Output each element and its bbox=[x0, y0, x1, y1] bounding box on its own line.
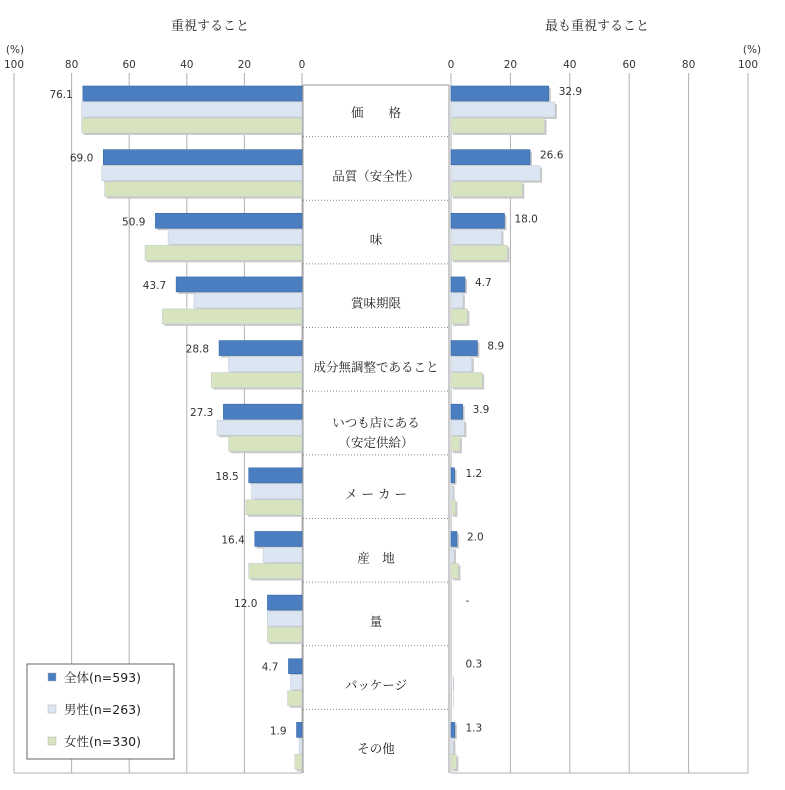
left-bar-female bbox=[105, 182, 302, 197]
left-bar-all bbox=[103, 150, 302, 165]
right-data-label: 18.0 bbox=[514, 213, 538, 226]
right-bar-male bbox=[451, 102, 555, 117]
legend-swatch bbox=[48, 737, 56, 745]
legend-label: 男性(n=263) bbox=[64, 702, 142, 717]
left-data-label: 43.7 bbox=[142, 279, 167, 292]
left-data-label: 28.8 bbox=[185, 343, 210, 356]
right-bar-female bbox=[451, 245, 507, 260]
category-label: 賞味期限 bbox=[350, 295, 402, 311]
category-label: 量 bbox=[369, 613, 383, 629]
left-bar-all bbox=[176, 277, 302, 292]
left-bar-female bbox=[211, 373, 302, 388]
left-unit-label: (%) bbox=[5, 44, 25, 56]
right-bar-all bbox=[451, 468, 455, 483]
category-label: 味 bbox=[369, 232, 383, 248]
axis-layer bbox=[4, 19, 761, 71]
left-data-label: 76.1 bbox=[49, 89, 73, 101]
left-bar-female bbox=[229, 436, 302, 451]
bar-shadow bbox=[453, 486, 454, 501]
left-bar-all bbox=[255, 531, 302, 546]
right-unit-label: (%) bbox=[742, 44, 762, 56]
right-data-label: 8.9 bbox=[487, 340, 505, 353]
left-bar-male bbox=[168, 229, 302, 244]
left-bar-male bbox=[217, 420, 302, 435]
right-bar-female bbox=[451, 691, 452, 706]
right-tick-label: 40 bbox=[563, 59, 577, 71]
left-bar-male bbox=[299, 738, 302, 753]
category-label: いつも店にある bbox=[332, 415, 420, 430]
category-label: メ ー カ ー bbox=[345, 486, 407, 502]
left-bar-male bbox=[290, 675, 302, 690]
right-bar-female bbox=[451, 500, 455, 515]
left-tick-label: 40 bbox=[180, 59, 194, 71]
left-bar-all bbox=[297, 722, 302, 737]
right-bar-male bbox=[451, 738, 453, 753]
legend-swatch bbox=[48, 705, 56, 713]
left-bar-female bbox=[295, 754, 302, 769]
left-bar-male bbox=[82, 102, 302, 117]
right-data-label: 1.3 bbox=[465, 722, 483, 735]
right-tick-label: 100 bbox=[737, 59, 759, 71]
right-tick-label: 60 bbox=[622, 59, 636, 71]
left-bar-female bbox=[82, 118, 302, 133]
right-bar-male bbox=[451, 357, 472, 372]
right-bar-female bbox=[451, 563, 458, 578]
right-data-label: 4.7 bbox=[474, 276, 492, 289]
right-data-label: 32.9 bbox=[558, 86, 583, 98]
right-data-label: 26.6 bbox=[540, 149, 564, 162]
right-bar-male bbox=[451, 166, 540, 181]
left-data-label: 4.7 bbox=[261, 661, 279, 674]
legend-swatch bbox=[48, 673, 56, 681]
category-label: パッケージ bbox=[344, 677, 408, 693]
left-tick-label: 20 bbox=[237, 59, 252, 71]
right-bar-all bbox=[451, 277, 465, 292]
right-tick-label: 80 bbox=[681, 59, 696, 71]
left-data-label: 1.9 bbox=[269, 725, 287, 738]
right-bar-all bbox=[451, 150, 530, 165]
right-data-label: 0.3 bbox=[465, 658, 483, 671]
left-chart-title: 重視すること bbox=[170, 19, 250, 34]
category-label: 価 格 bbox=[350, 104, 402, 120]
right-data-label: 1.2 bbox=[465, 467, 483, 480]
right-tick-label: 20 bbox=[503, 59, 518, 71]
right-bar-all bbox=[451, 341, 477, 356]
left-bar-female bbox=[246, 500, 302, 515]
category-panel bbox=[303, 85, 449, 773]
left-tick-label: 80 bbox=[64, 59, 79, 71]
right-bar-female bbox=[451, 182, 522, 197]
legend-label: 女性(n=330) bbox=[64, 734, 142, 749]
left-bar-male bbox=[263, 547, 302, 562]
right-tick-label: 0 bbox=[447, 59, 455, 71]
left-bar-all bbox=[83, 86, 302, 101]
left-bar-female bbox=[162, 309, 302, 324]
right-bar-all bbox=[451, 722, 455, 737]
left-bar-male bbox=[252, 484, 302, 499]
left-bar-female bbox=[267, 627, 302, 642]
right-chart-title: 最も重視すること bbox=[544, 19, 650, 34]
left-data-label: 16.4 bbox=[221, 534, 245, 547]
left-tick-label: 60 bbox=[122, 59, 136, 71]
right-data-label: 3.9 bbox=[472, 404, 490, 417]
left-data-label: 18.5 bbox=[215, 470, 239, 483]
right-data-label: 2.0 bbox=[466, 531, 484, 544]
category-label: 産 地 bbox=[357, 550, 395, 566]
right-bar-male bbox=[451, 293, 463, 308]
left-data-label: 27.3 bbox=[189, 407, 214, 420]
left-bar-male bbox=[102, 166, 302, 181]
right-bar-all bbox=[451, 86, 549, 101]
right-bar-all bbox=[451, 531, 457, 546]
right-bar-male bbox=[451, 484, 452, 499]
right-bar-male bbox=[451, 420, 464, 435]
left-bar-male bbox=[229, 357, 302, 372]
category-label: （安定供給） bbox=[338, 435, 414, 450]
right-bar-female bbox=[451, 309, 467, 324]
right-bar-female bbox=[451, 754, 456, 769]
left-bar-male bbox=[267, 611, 302, 626]
legend bbox=[27, 664, 174, 759]
right-bar-female bbox=[451, 373, 482, 388]
left-bar-female bbox=[249, 563, 302, 578]
left-bar-female bbox=[145, 245, 302, 260]
left-bar-male bbox=[194, 293, 302, 308]
right-bar-male bbox=[451, 229, 501, 244]
right-bar-female bbox=[451, 118, 545, 133]
left-bar-all bbox=[267, 595, 302, 610]
left-data-label: 50.9 bbox=[122, 216, 146, 229]
right-bar-male bbox=[451, 547, 454, 562]
bar-shadow bbox=[453, 677, 454, 692]
left-bar-female bbox=[288, 691, 302, 706]
left-bar-all bbox=[288, 659, 302, 674]
right-bar-all bbox=[451, 404, 463, 419]
left-bar-all bbox=[249, 468, 302, 483]
left-data-label: 12.0 bbox=[234, 598, 258, 611]
left-bar-all bbox=[219, 341, 302, 356]
category-label: 品質（安全性） bbox=[332, 168, 420, 184]
category-label: 成分無調整であること bbox=[313, 359, 439, 375]
left-bar-all bbox=[155, 213, 302, 228]
legend-label: 全体(n=593) bbox=[64, 670, 142, 685]
right-bar-male bbox=[451, 675, 452, 690]
bar-shadow bbox=[453, 693, 454, 708]
left-tick-label: 100 bbox=[3, 59, 25, 71]
left-tick-label: 0 bbox=[298, 59, 306, 71]
left-bar-all bbox=[223, 404, 302, 419]
right-bar-all bbox=[451, 213, 504, 228]
category-label: その他 bbox=[357, 741, 395, 757]
right-data-label: - bbox=[465, 595, 470, 608]
right-bar-female bbox=[451, 436, 460, 451]
left-data-label: 69.0 bbox=[69, 152, 94, 165]
